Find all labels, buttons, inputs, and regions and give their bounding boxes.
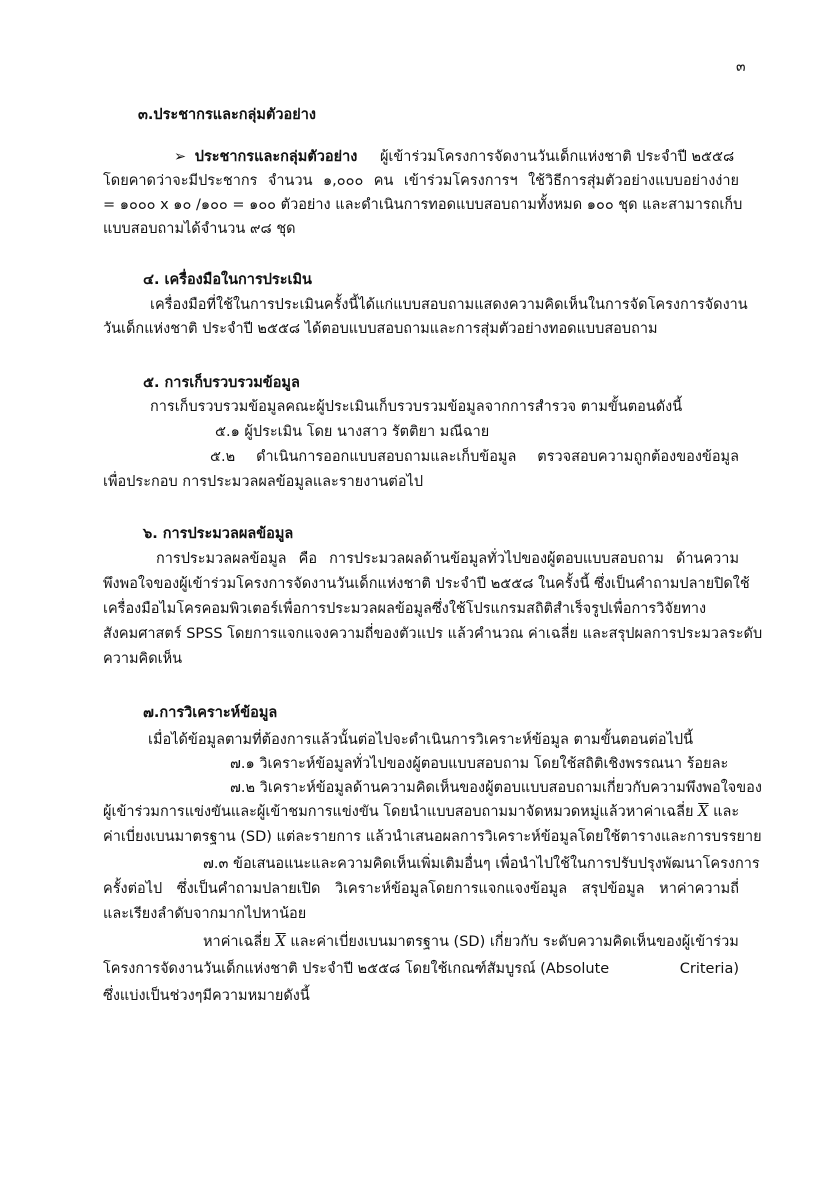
section-3-line-3: = ๑๐๐๐ x ๑๐ /๑๐๐ = ๑๐๐ ตัวอย่าง และดำเนินการทอดแบบสอบถามทั้งหมด ๑๐๐ ชุด และสามารถเก็บ xyxy=(103,197,743,213)
section-3-line-2: โดยคาดว่าจะมีประชากร จำนวน ๑,๐๐๐ คน เข้าร่วมโครงการฯ ใช้วิธีการสุ่มตัวอย่างแบบอย่างง่าย xyxy=(103,173,739,189)
section-7-item-1: ๗.๑ วิเคราะห์ข้อมูลทั่วไปของผู้ตอบแบบสอบถาม โดยใช้สถิติเชิงพรรณนา ร้อยละ xyxy=(230,756,729,772)
section-4-line-1: เครื่องมือที่ใช้ในการประเมินครั้งนี้ได้แก่แบบสอบถามแสดงความคิดเห็นในการจัดโครงการจัดงาน xyxy=(150,297,748,313)
section-7-line-4 xyxy=(103,801,739,823)
section-7-item-2: ๗.๒ วิเคราะห์ข้อมูลด้านความคิดเห็นของผู้ตอบแบบสอบถามเกี่ยวกับความพึงพอใจของ xyxy=(230,780,762,796)
section-5-line-4: เพื่อประกอบ การประมวลผลข้อมูลและรายงานต่อไป xyxy=(103,474,424,490)
section-7-line-10a: โครงการจัดงานวันเด็กแห่งชาติ ประจำปี ๒๕๕๘ โดยใช้เกณฑ์สัมบูรณ์ (Absolute xyxy=(103,961,610,977)
section-7-line-9a: หาค่าเฉลี่ย xyxy=(203,934,271,950)
mean-symbol: $\overline{X}$ xyxy=(275,934,286,950)
section-7-line-1: เมื่อได้ข้อมูลตามที่ต้องการแล้วนั้นต่อไปจะดำเนินการวิเคราะห์ข้อมูล ตามขั้นตอนต่อไปนี้ xyxy=(148,732,693,748)
section-7-line-11: ซึ่งแบ่งเป็นช่วงๆมีความหมายดังนี้ xyxy=(103,988,310,1004)
section-6-line-1: การประมวลผลข้อมูล คือ การประมวลผลด้านข้อมูลทั่วไปของผู้ตอบแบบสอบถาม ด้านความ xyxy=(156,551,739,567)
section-3-line-1-rest: ผู้เข้าร่วมโครงการจัดงานวันเด็กแห่งชาติ ประจำปี ๒๕๕๘ xyxy=(379,149,735,165)
section-5-line-1: การเก็บรวบรวมข้อมูลคณะผู้ประเมินเก็บรวบรวมข้อมูลจากการสำรวจ ตามขั้นตอนดังนี้ xyxy=(150,399,683,415)
section-6-heading: ๖. การประมวลผลข้อมูล xyxy=(143,526,294,542)
page-number: ๓ xyxy=(736,59,746,75)
section-5-heading: ๕. การเก็บรวบรวมข้อมูล xyxy=(143,375,300,391)
section-7-line-9 xyxy=(203,931,739,953)
section-7-line-4b: และ xyxy=(713,804,740,820)
section-7-line-9b: และค่าเบี่ยงเบนมาตรฐาน (SD) เกี่ยวกับ ระดับความคิดเห็นของผู้เข้าร่วม xyxy=(290,934,739,950)
section-7-line-10b: Criteria) xyxy=(679,961,739,977)
section-7-line-8: และเรียงลำดับจากมากไปหาน้อย xyxy=(103,906,307,922)
section-7-line-5: ค่าเบี่ยงเบนมาตรฐาน (SD) แต่ละรายการ แล้วนำเสนอผลการวิเคราะห์ข้อมูลโดยใช้ตารางและการบรรยาย xyxy=(103,829,762,845)
section-3-line-1 xyxy=(174,146,734,168)
section-7-line-7: ครั้งต่อไป ซึ่งเป็นคำถามปลายเปิด วิเคราะห์ข้อมูลโดยการแจกแจงข้อมูล สรุปข้อมูล หาค่าความถี่ xyxy=(103,881,739,897)
section-7-heading: ๗.การวิเคราะห์ข้อมูล xyxy=(143,705,278,721)
section-3-lead-bold: ประชากรและกลุ่มตัวอย่าง xyxy=(194,149,358,165)
arrow-bullet-icon: ➢ xyxy=(174,149,187,165)
section-5-item-2: ๕.๒ ดำเนินการออกแบบสอบถามและเก็บข้อมูล ตรวจสอบความถูกต้องของข้อมูล xyxy=(210,449,739,465)
section-6-line-3: เครื่องมือไมโครคอมพิวเตอร์เพื่อการประมวลผลข้อมูลซึ่งใช้โปรแกรมสถิติสำเร็จรูปเพื่อการวิจัยทาง xyxy=(103,601,707,617)
section-5-item-1: ๕.๑ ผู้ประเมิน โดย นางสาว รัตติยา มณีฉาย xyxy=(215,424,490,440)
section-6-line-4: สังคมศาสตร์ SPSS โดยการแจกแจงความถี่ของตัวแปร แล้วคำนวณ ค่าเฉลี่ย และสรุปผลการประมวลระดับ xyxy=(103,626,763,642)
section-3-heading: ๓.ประชากรและกลุ่มตัวอย่าง xyxy=(138,107,316,123)
section-4-heading: ๔. เครื่องมือในการประเมิน xyxy=(143,272,312,288)
section-3-line-4: แบบสอบถามได้จำนวน ๙๘ ชุด xyxy=(103,221,296,237)
section-4-line-2: วันเด็กแห่งชาติ ประจำปี ๒๕๕๘ ได้ตอบแบบสอบถามและการสุ่มตัวอย่างทอดแบบสอบถาม xyxy=(103,321,658,337)
section-7-line-4a: ผู้เข้าร่วมการแข่งขันและผู้เข้าชมการแข่งขัน โดยนำแบบสอบถามมาจัดหมวดหมู่แล้วหาค่าเฉลี่ย xyxy=(103,804,694,820)
mean-symbol: $\overline{X}$ xyxy=(698,804,709,820)
section-6-line-2: พึงพอใจของผู้เข้าร่วมโครงการจัดงานวันเด็กแห่งชาติ ประจำปี ๒๕๕๘ ในครั้งนี้ ซึ่งเป็นคำถามปลายปิดใช้ xyxy=(103,576,750,592)
section-7-line-10 xyxy=(103,958,739,980)
section-6-line-5: ความคิดเห็น xyxy=(103,651,183,667)
section-7-item-3: ๗.๓ ข้อเสนอแนะและความคิดเห็นเพิ่มเติมอื่นๆ เพื่อนำไปใช้ในการปรับปรุงพัฒนาโครงการ xyxy=(203,856,760,872)
